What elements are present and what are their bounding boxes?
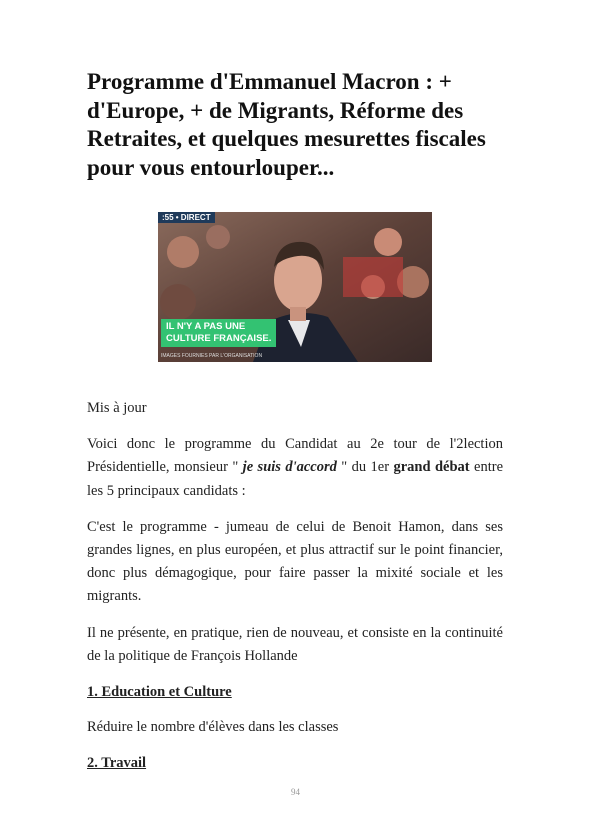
paragraph-2: C'est le programme - jumeau de celui de Benoit Hamon, dans ses grandes lignes, en plus européen, et plus attractif sur le point financier, donc plus démagogique, pour faire passer la mixité sociale et les migrants. (87, 518, 503, 605)
page-number: 94 (291, 787, 300, 797)
section-1-heading: 1. Education et Culture (87, 684, 232, 701)
article-body (87, 397, 503, 788)
caption-line-1: IL N'Y A PAS UNE (166, 321, 246, 332)
document-title: Programme d'Emmanuel Macron : + d'Europe, + de Migrants, Réforme des Retraites, et quelques mesurettes fiscales pour vous entourlouper... (87, 69, 486, 180)
caption-line-2: CULTURE FRANÇAISE. (166, 333, 272, 344)
section-2-heading: 2. Travail (87, 755, 147, 772)
photo-credit: IMAGES FOURNIES PAR L'ORGANISATION (161, 353, 263, 359)
section-1-text: Réduire le nombre d'élèves dans les classes (87, 719, 339, 736)
quote-text: je suis d'accord (242, 459, 337, 476)
intro-paragraph (87, 433, 503, 503)
live-tag: :55 • DIRECT (158, 212, 215, 223)
intro-text-1: Voici donc le programme du Candidat au 2e tour de l'2lection Présidentielle, monsieur " (87, 436, 503, 476)
paragraph-3: Il ne présente, en pratique, rien de nouveau, et consiste en la continuité de la politique de François Hollande (87, 624, 503, 664)
caption-box (161, 319, 276, 347)
news-photo (158, 212, 432, 362)
intro-text-3: entre les 5 principaux candidats : (87, 459, 504, 499)
update-label: Mis à jour (87, 400, 147, 416)
bold-text: grand débat (393, 459, 470, 476)
intro-text-2: " du 1er (336, 459, 394, 476)
